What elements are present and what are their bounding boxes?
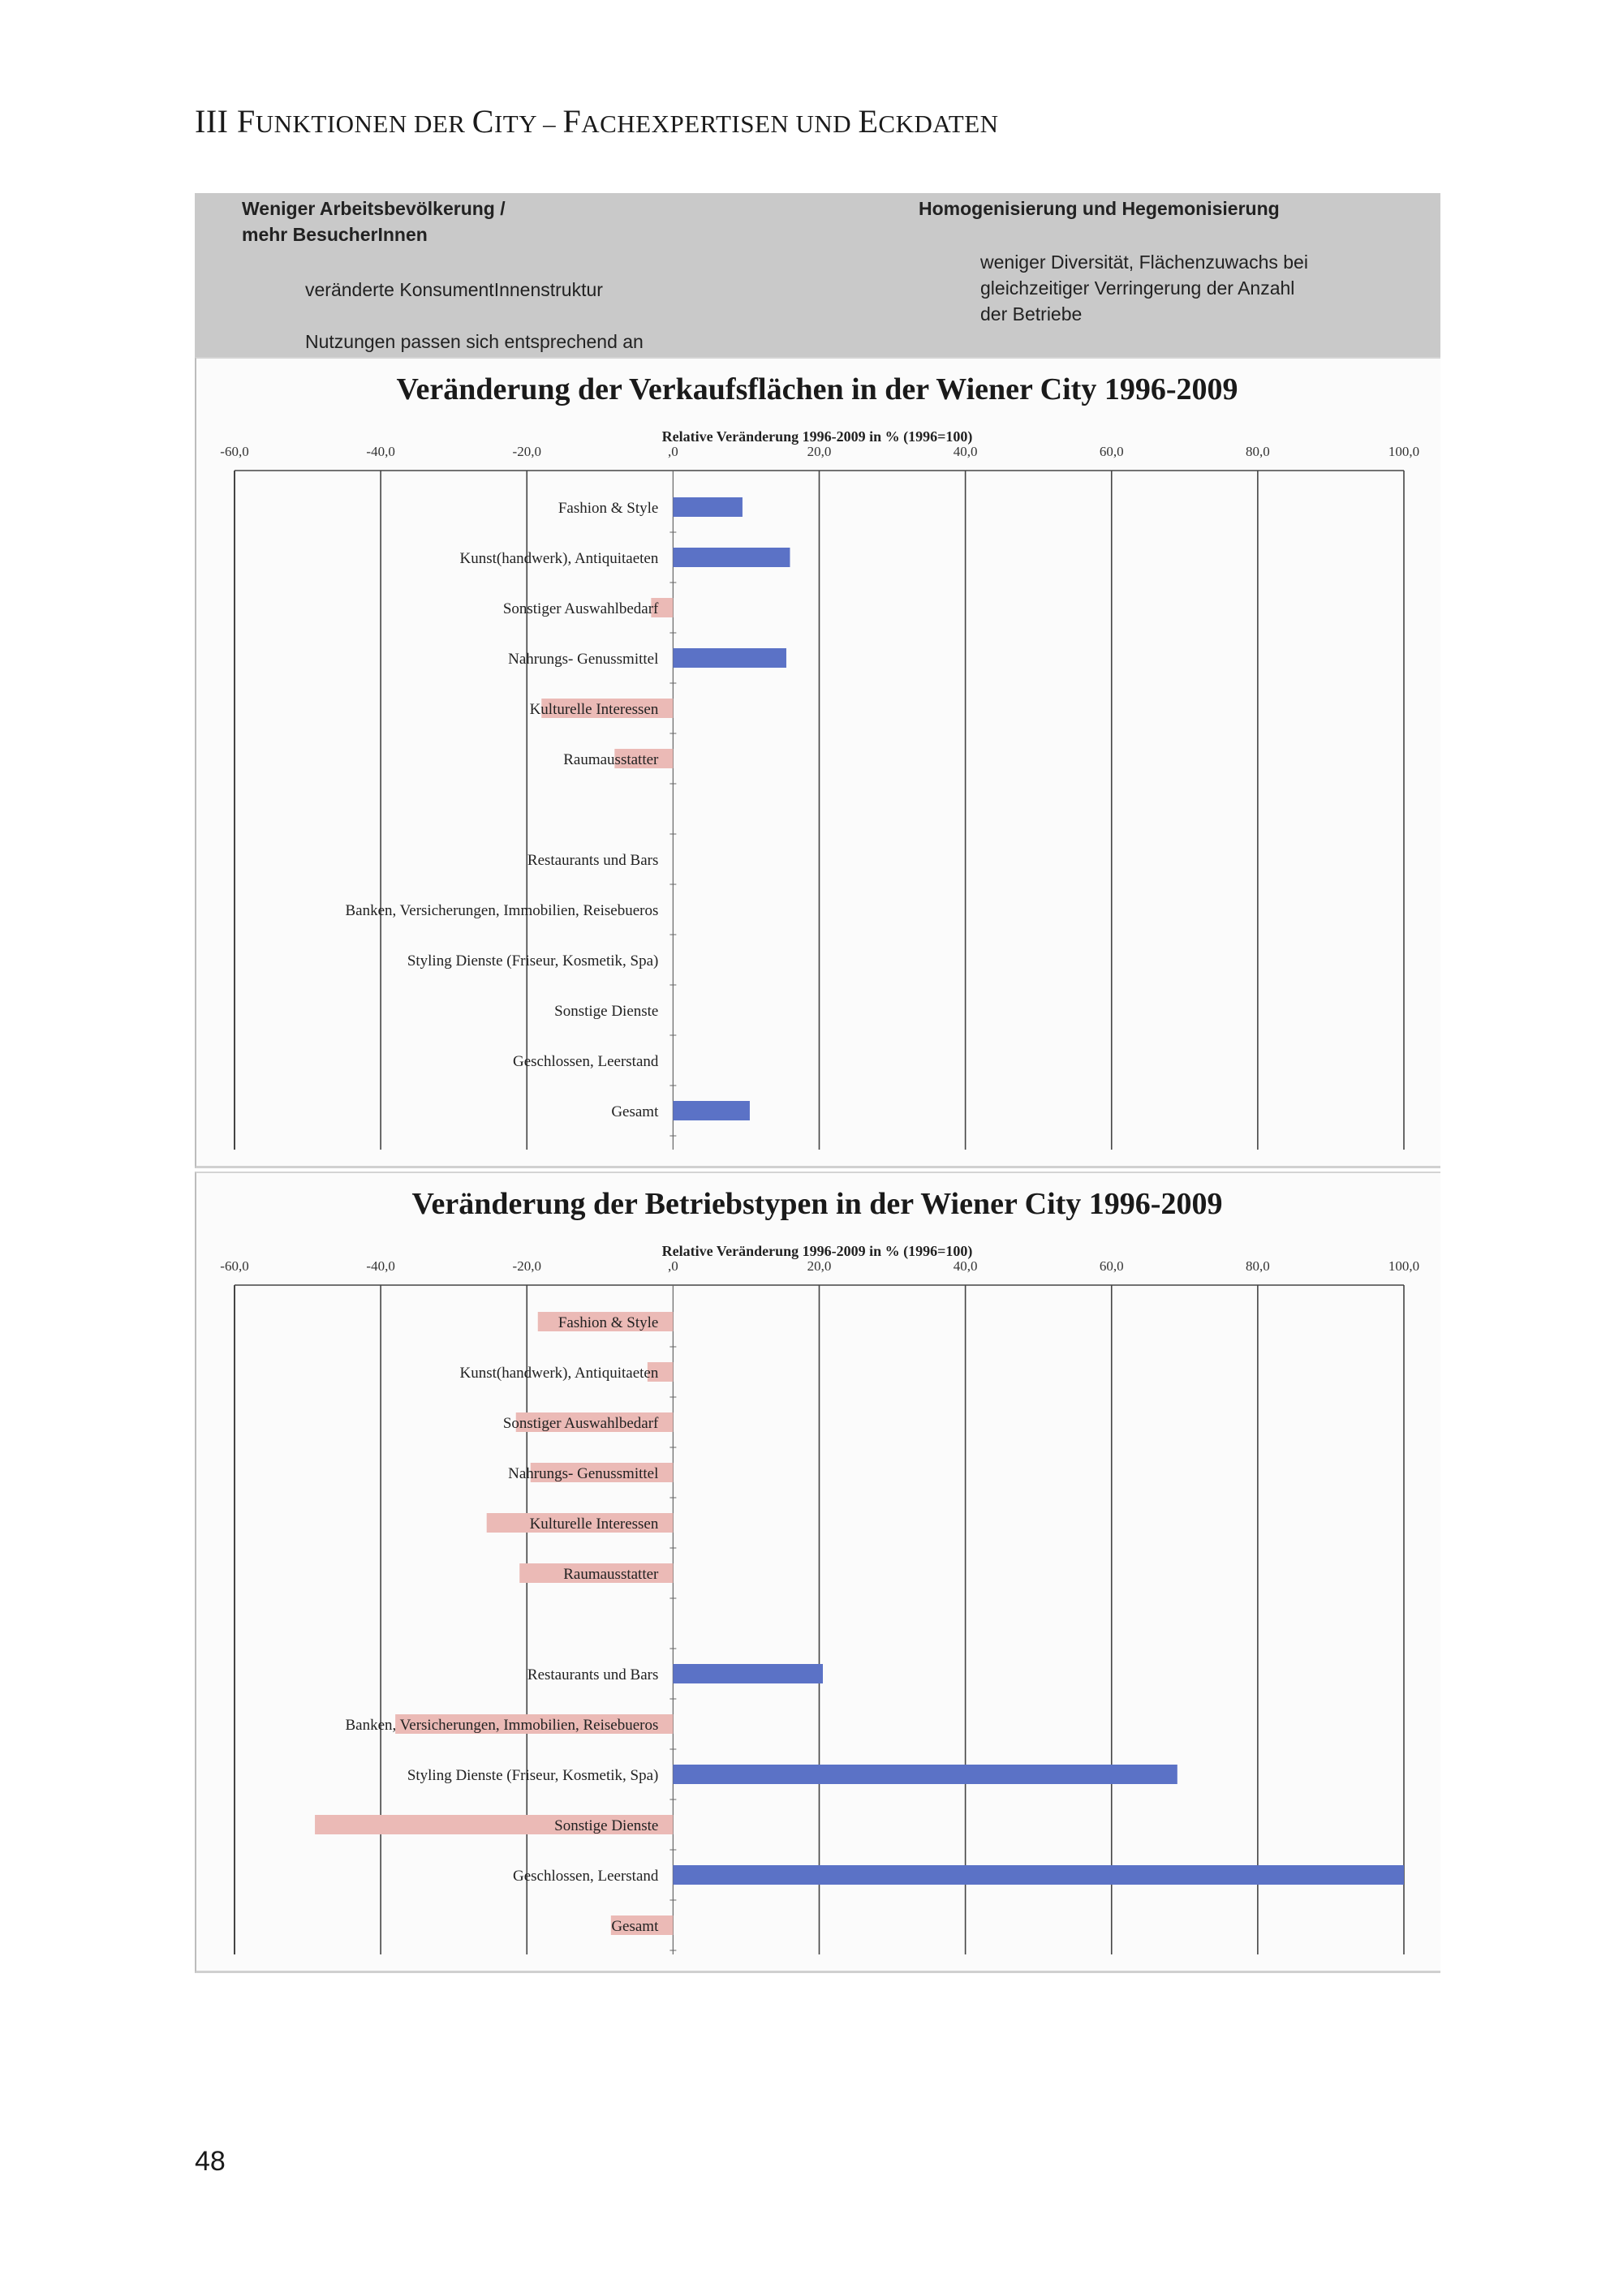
category-label: Nahrungs- Genussmittel: [508, 651, 659, 668]
x-tick-label: -20,0: [512, 444, 541, 459]
header-title: [237, 103, 999, 140]
category-label: Fashion & Style: [558, 500, 659, 517]
chart-title: Veränderung der Betriebstypen in der Wiener City 1996-2009: [411, 1187, 1223, 1221]
x-tick-label: 80,0: [1246, 444, 1270, 459]
x-tick-label: -40,0: [366, 1258, 395, 1274]
category-label: Banken, Versicherungen, Immobilien, Reisebueros: [345, 1717, 659, 1734]
category-label: Nahrungs- Genussmittel: [508, 1465, 659, 1482]
x-tick-label: 40,0: [953, 444, 978, 459]
category-label: Styling Dienste (Friseur, Kosmetik, Spa): [407, 1767, 659, 1784]
x-tick-label: 40,0: [953, 1258, 978, 1274]
bar: [673, 648, 786, 668]
category-label: Restaurants und Bars: [527, 852, 659, 869]
header-roman: III: [195, 103, 229, 140]
info-left-title-2: mehr BesucherInnen: [242, 224, 428, 245]
x-tick-label: ,0: [668, 1258, 678, 1274]
category-label: Restaurants und Bars: [527, 1666, 659, 1683]
x-tick-label: 60,0: [1099, 444, 1124, 459]
category-label: Kulturelle Interessen: [529, 701, 659, 718]
category-label: Banken, Versicherungen, Immobilien, Reisebueros: [345, 902, 659, 919]
info-left-line-1: veränderte KonsumentInnenstruktur: [305, 279, 603, 300]
header-rest-1: UNKTIONEN DER: [255, 110, 472, 138]
info-box: [195, 193, 1440, 357]
x-tick-label: 100,0: [1388, 1258, 1420, 1274]
header-cap-3: F: [562, 103, 582, 140]
info-right-line-3: der Betriebe: [980, 303, 1083, 325]
chart-panel-verkaufsflaechen: [195, 357, 1440, 1168]
category-label: Gesamt: [611, 1918, 659, 1935]
bar: [673, 1865, 1404, 1885]
category-label: Sonstiger Auswahlbedarf: [502, 600, 659, 617]
category-label: Kulturelle Interessen: [529, 1516, 659, 1533]
info-left-title-1: Weniger Arbeitsbevölkerung /: [242, 198, 506, 219]
running-header: [195, 102, 999, 140]
info-right-title: Homogenisierung und Hegemonisierung: [919, 198, 1280, 219]
x-tick-label: 20,0: [807, 1258, 832, 1274]
x-tick-label: -20,0: [512, 1258, 541, 1274]
bar: [673, 1765, 1177, 1784]
header-rest-3: ACHEXPERTISEN UND: [581, 110, 859, 138]
info-right-line-1: weniger Diversität, Flächenzuwachs bei: [980, 252, 1308, 273]
header-rest-2: ITY –: [493, 110, 563, 138]
x-tick-label: -60,0: [220, 444, 249, 459]
figure: [195, 193, 1440, 1973]
category-label: Sonstige Dienste: [554, 1817, 659, 1834]
chart-panel-betriebstypen: [195, 1172, 1440, 1973]
info-left-line-2: Nutzungen passen sich entsprechend an: [305, 331, 644, 352]
bar: [673, 1101, 750, 1120]
x-tick-label: -40,0: [366, 444, 395, 459]
category-label: Geschlossen, Leerstand: [512, 1868, 659, 1885]
category-label: Geschlossen, Leerstand: [512, 1053, 659, 1070]
page-number: 48: [195, 2146, 226, 2177]
x-tick-label: -60,0: [220, 1258, 249, 1274]
x-tick-label: 20,0: [807, 444, 832, 459]
info-right-line-2: gleichzeitiger Verringerung der Anzahl: [980, 277, 1295, 299]
header-cap-4: E: [858, 103, 879, 140]
bar: [673, 548, 790, 567]
bar: [673, 1664, 823, 1683]
category-label: Fashion & Style: [558, 1314, 659, 1331]
chart-betriebstypen: [196, 1173, 1439, 1971]
x-axis-label: Relative Veränderung 1996-2009 in % (1996=100): [661, 428, 973, 445]
category-label: Raumausstatter: [563, 1566, 659, 1583]
category-label: Sonstiger Auswahlbedarf: [502, 1415, 659, 1432]
category-label: Raumausstatter: [563, 751, 659, 768]
header-cap-2: C: [471, 103, 494, 140]
category-label: Kunst(handwerk), Antiquitaeten: [459, 1365, 659, 1382]
header-rest-4: CKDATEN: [878, 110, 999, 138]
x-tick-label: 100,0: [1388, 444, 1420, 459]
category-label: Kunst(handwerk), Antiquitaeten: [459, 550, 659, 567]
x-tick-label: ,0: [668, 444, 678, 459]
bar: [673, 497, 743, 517]
chart-verkaufsflaechen: [196, 359, 1439, 1166]
x-tick-label: 60,0: [1099, 1258, 1124, 1274]
category-label: Styling Dienste (Friseur, Kosmetik, Spa): [407, 952, 659, 970]
chart-title: Veränderung der Verkaufsflächen in der Wiener City 1996-2009: [396, 372, 1238, 406]
category-label: Sonstige Dienste: [554, 1003, 659, 1020]
category-label: Gesamt: [611, 1103, 659, 1120]
header-cap-1: F: [236, 103, 256, 140]
x-tick-label: 80,0: [1246, 1258, 1270, 1274]
x-axis-label: Relative Veränderung 1996-2009 in % (1996=100): [661, 1243, 973, 1259]
